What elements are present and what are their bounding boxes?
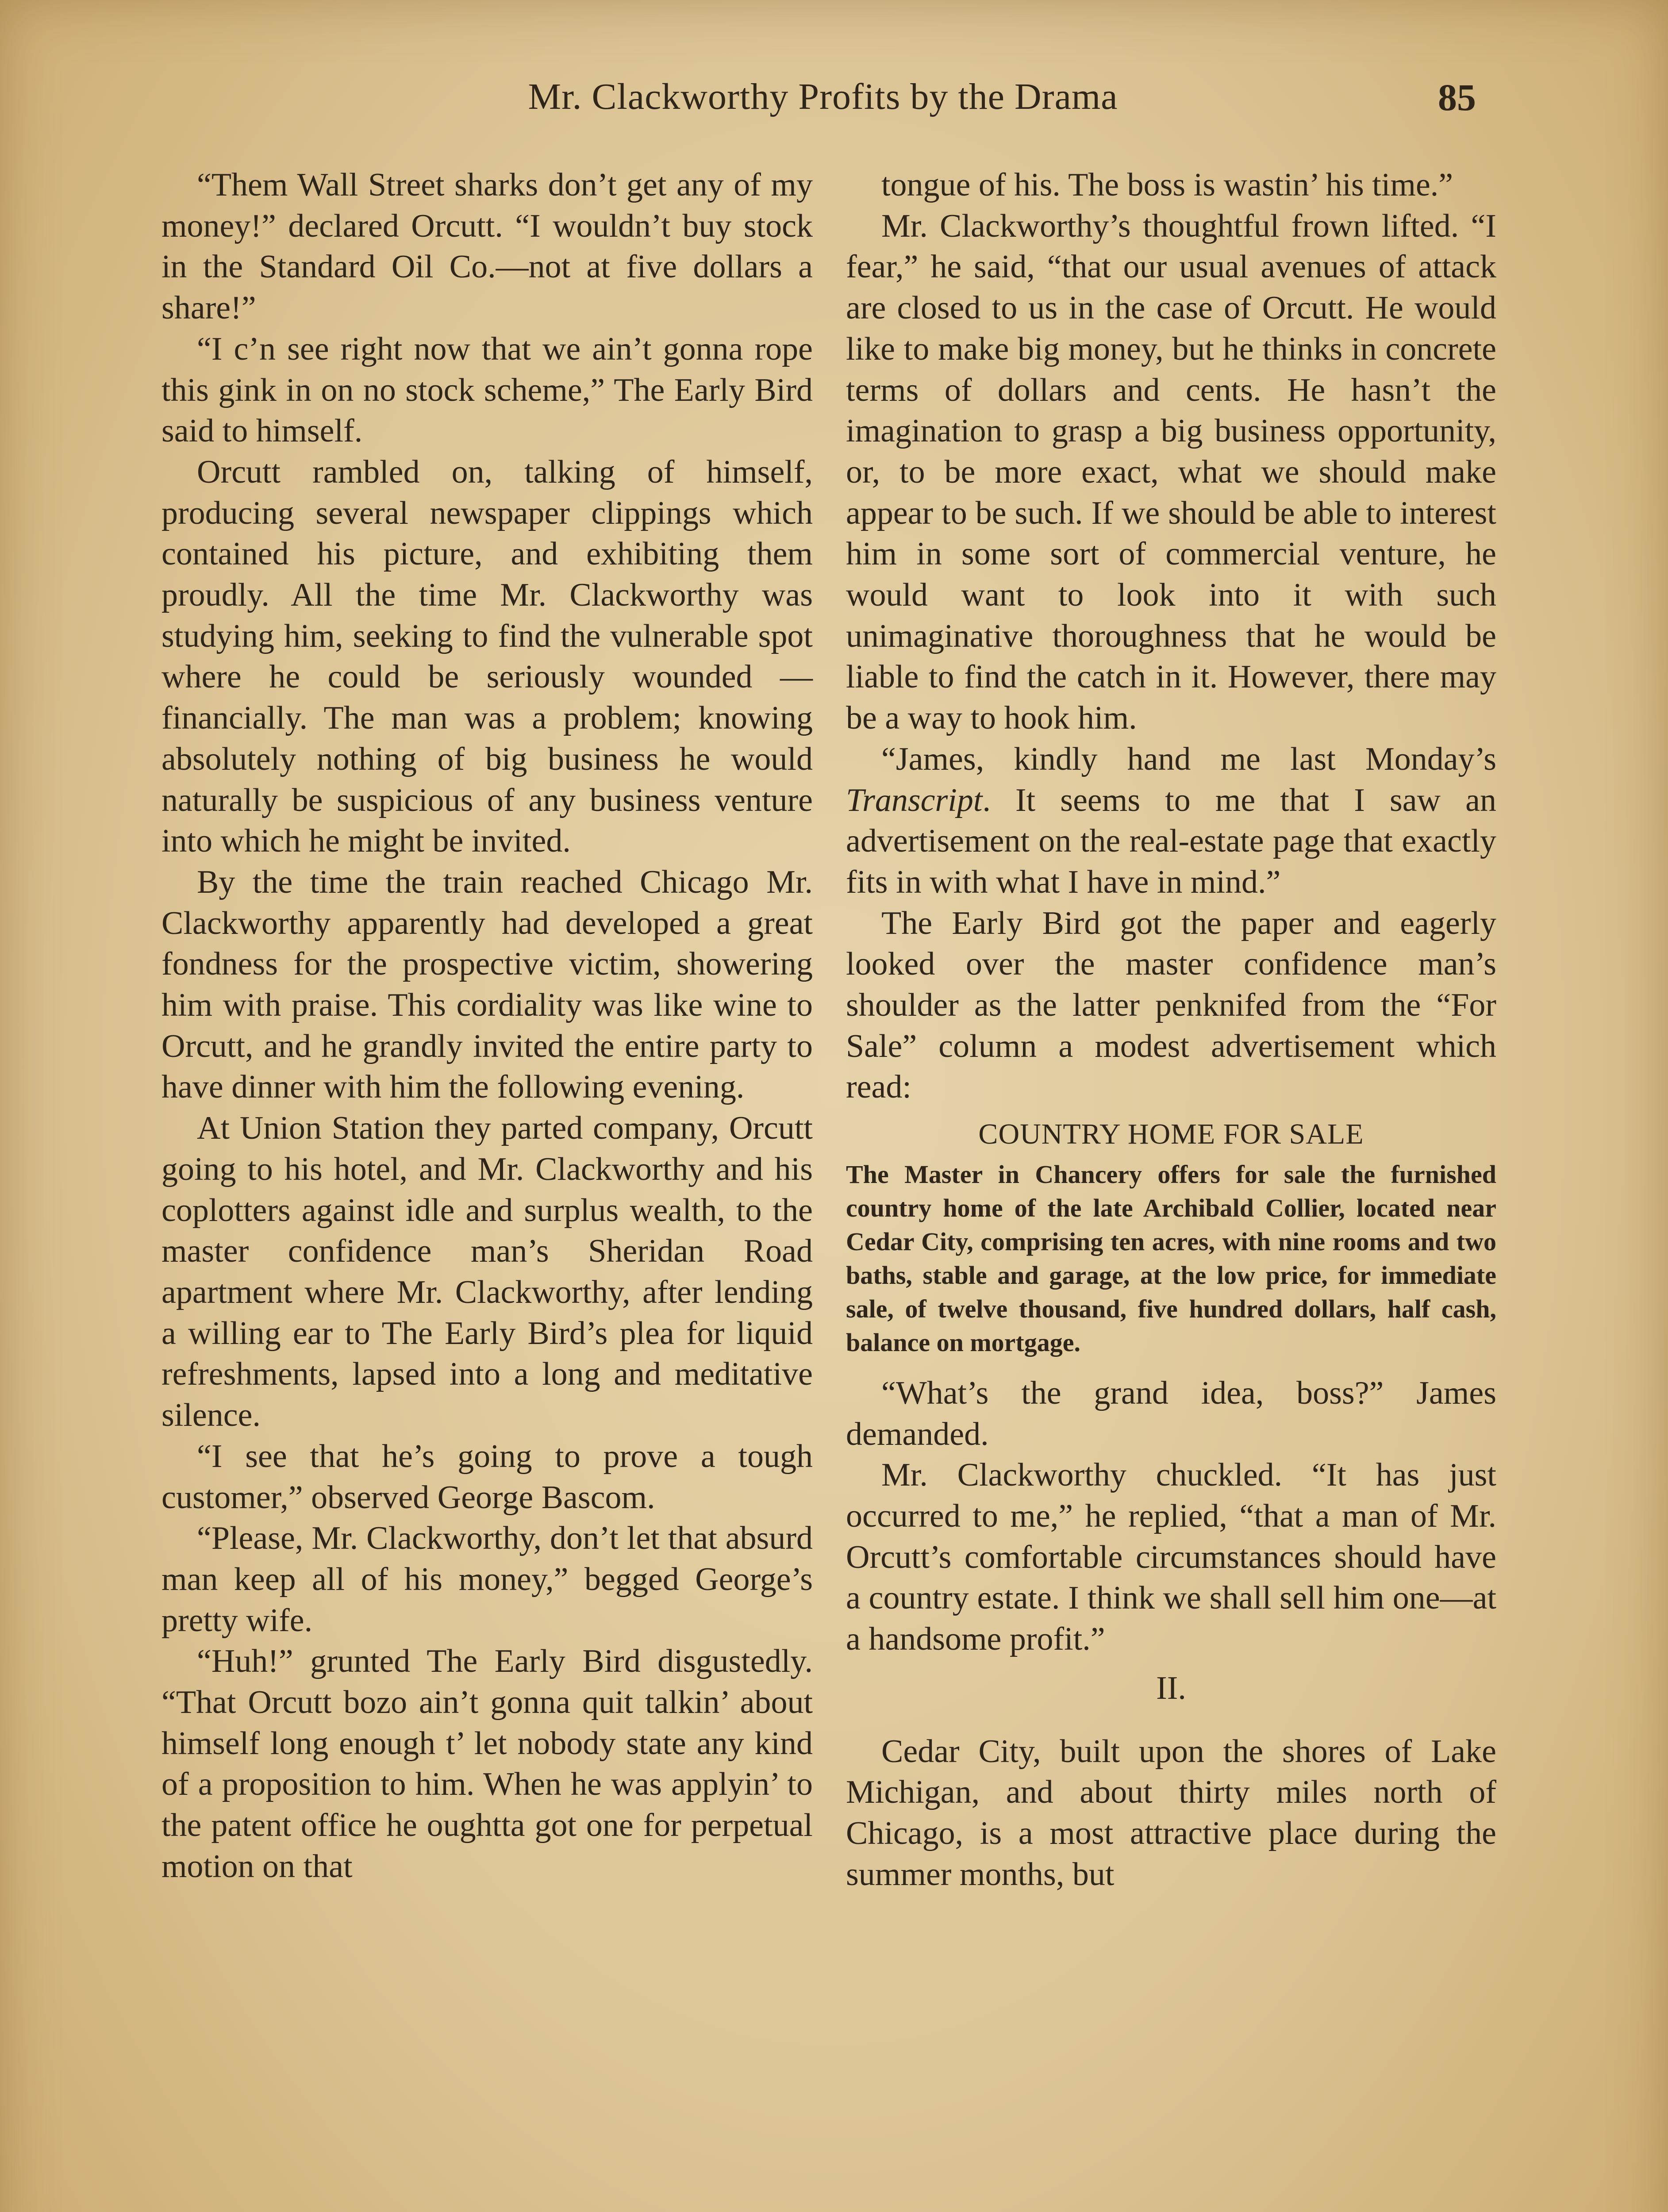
paragraph: Mr. Clackworthy chuckled. “It has just occurred to me,” he replied, “that a man of Mr. Orcutt’s comfortable circumstances should have a country estate. I think we shall sell him one—at a handsome profit.” [846, 1457, 1496, 1658]
paragraph [846, 739, 1496, 903]
paragraph: By the time the train reached Chicago Mr. Clackworthy apparently had developed a great fondness for the prospective victim, showering him with praise. This cordiality was like wine to Orcutt, and he grandly invited the entire party to have dinner with him the following evening. [161, 864, 813, 1106]
text-run: . It seems to me that I saw an advertisement on the real-estate page that exactly fits in with what I have in mind.” [846, 782, 1496, 900]
advertisement-body: The Master in Chancery offers for sale the furnished country home of the late Archibald Collier, located near Cedar City, comprising ten acres, with nine rooms and two baths, stable and garage, at the low price, for immediate sale, of twelve thousand, five hundred dollars, half cash, balance on mortgage. [846, 1160, 1496, 1357]
paragraph: Cedar City, built upon the shores of Lake Michigan, and about thirty miles north of Chicago, is a most attractive place during the summer months, but [846, 1733, 1496, 1893]
newspaper-title: Transcript [846, 782, 983, 818]
advertisement-title: COUNTRY HOME FOR SALE [978, 1118, 1364, 1151]
paragraph: “Huh!” grunted The Early Bird disgustedly. “That Orcutt bozo ain’t gonna quit talkin’ about himself long enough t’ let nobody state any kind of a proposition to him. When he was applyin’ to the patent office he oughtta got one for perpetual motion on that [161, 1643, 813, 1885]
paragraph: Mr. Clackworthy’s thoughtful frown lifted. “I fear,” he said, “that our usual avenues of attack are closed to us in the case of Orcutt. He would like to make big money, but he thinks in concrete terms of dollars and cents. He hasn’t the imagination to grasp a big business opportunity, or, to be more exact, what we should make appear to be such. If we should be able to interest him in some sort of commercial venture, he would want to look into it with such unimaginative thoroughness that he would be liable to find the catch in it. However, there may be a way to hook him. [846, 207, 1496, 737]
text-run: “James, kindly hand me last Monday’s [881, 741, 1496, 777]
paragraph: “I c’n see right now that we ain’t gonna rope this gink in on no stock scheme,” The Early Bird said to himself. [161, 330, 813, 449]
paragraph: “Them Wall Street sharks don’t get any of my money!” declared Orcutt. “I wouldn’t buy stock in the Standard Oil Co.—not at five dollars a share!” [161, 167, 813, 326]
left-column [161, 165, 813, 1887]
paragraph: Orcutt rambled on, talking of himself, producing several newspaper clippings which contained his picture, and exhibiting them proudly. All the time Mr. Clackworthy was studying him, seeking to find the vulnerable spot where he could be seriously wounded —financially. The man was a problem; knowing absolutely nothing of big business he would naturally be suspicious of any business venture into which he might be invited. [161, 453, 813, 860]
paragraph: “What’s the grand idea, boss?” James demanded. [846, 1375, 1496, 1452]
paragraph: tongue of his. The boss is wastin’ his time.” [881, 167, 1453, 203]
running-title: Mr. Clackworthy Profits by the Drama [528, 76, 1118, 117]
section-number: II. [1156, 1670, 1186, 1706]
paragraph: “Please, Mr. Clackworthy, don’t let that absurd man keep all of his money,” begged George’s pretty wife. [161, 1520, 813, 1639]
paragraph: At Union Station they parted company, Orcutt going to his hotel, and Mr. Clackworthy and his coplotters against idle and surplus wealth, to the master confidence man’s Sheridan Road apartment where Mr. Clackworthy, after lending a willing ear to The Early Bird’s plea for liquid refreshments, lapsed into a long and meditative silence. [161, 1110, 813, 1434]
page-number: 85 [1438, 76, 1476, 119]
paragraph: The Early Bird got the paper and eagerly looked over the master confidence man’s shoulder as the latter penknifed from the “For Sale” column a modest advertisement which read: [846, 905, 1496, 1106]
paragraph: “I see that he’s going to prove a tough customer,” observed George Bascom. [161, 1438, 813, 1516]
right-column [846, 165, 1496, 1895]
